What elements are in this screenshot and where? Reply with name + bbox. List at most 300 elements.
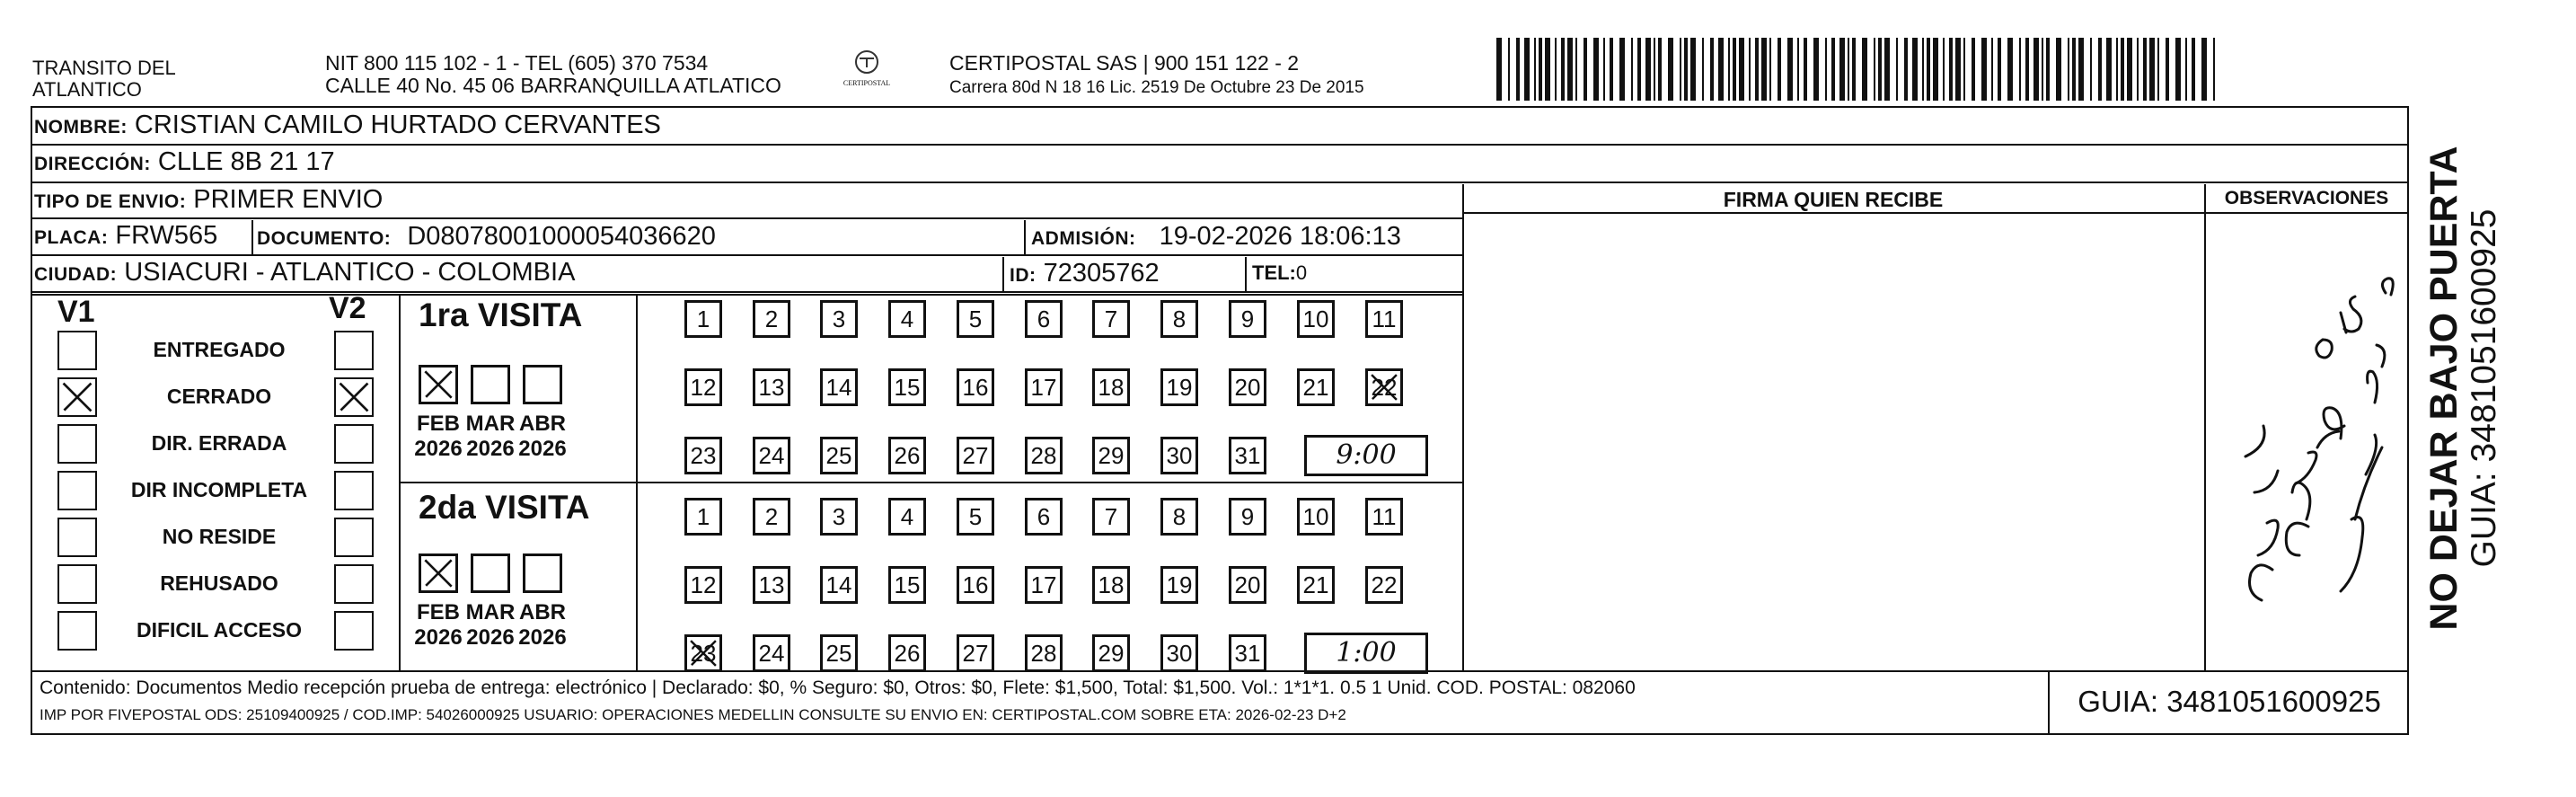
certipostal-logo-icon <box>832 47 902 99</box>
day-box[interactable] <box>1229 300 1266 338</box>
day-number: 16 <box>962 374 989 401</box>
v2-checkbox[interactable] <box>334 471 374 510</box>
documento-field <box>257 222 716 252</box>
day-box[interactable] <box>1229 634 1266 672</box>
month-year: 2026 <box>518 437 567 461</box>
day-number: 14 <box>825 374 852 401</box>
month-checkbox[interactable] <box>471 553 510 593</box>
day-box[interactable] <box>1092 437 1130 474</box>
admision-value: 19-02-2026 18:06:13 <box>1159 222 1401 251</box>
side-notice <box>2423 137 2504 640</box>
barcode-bar <box>2213 38 2215 101</box>
status-label: DIR. ERRADA <box>151 431 287 455</box>
day-number: 29 <box>1098 640 1125 667</box>
day-box[interactable] <box>1160 566 1198 604</box>
day-box[interactable] <box>1297 300 1335 338</box>
day-number: 26 <box>894 442 921 469</box>
day-box[interactable] <box>888 437 926 474</box>
time-note: 9:00 <box>1336 439 1397 471</box>
barcode-bar <box>2025 38 2029 101</box>
day-number: 3 <box>832 306 846 332</box>
barcode-bar <box>1555 38 1557 101</box>
barcode-bar <box>2137 38 2139 101</box>
barcode-bar <box>2090 38 2092 101</box>
month-checkbox[interactable] <box>419 365 458 404</box>
day-number: 7 <box>1104 503 1118 530</box>
v2-checkbox[interactable] <box>334 424 374 464</box>
day-number: 26 <box>894 640 921 667</box>
day-box[interactable] <box>684 368 722 406</box>
id-field <box>1010 259 1160 288</box>
footer-contenido: Contenido: Documentos Medio recepción prueba de entrega: electrónico | Declarado: $0, % Seguro: $0, Otros: $0, Flete: $1,500, Total: $1,500. Vol.: 1*1*1. 0.5 1 Unid. COD. POSTAL: 082060 <box>40 677 1636 698</box>
v1-checkbox[interactable] <box>57 331 97 370</box>
tel-field <box>1252 261 1307 285</box>
day-number: 18 <box>1098 374 1125 401</box>
day-number: 22 <box>1371 374 1398 401</box>
day-box[interactable] <box>1160 437 1198 474</box>
month-checkbox[interactable] <box>523 365 562 404</box>
divider-visits <box>399 482 1462 483</box>
barcode-bar <box>1998 38 2001 101</box>
barcode-bar <box>1749 38 1751 101</box>
status-label: ENTREGADO <box>153 338 286 361</box>
day-box[interactable] <box>888 368 926 406</box>
barcode-bar <box>1680 38 1681 101</box>
day-box[interactable] <box>888 300 926 338</box>
admision-field <box>1031 222 1401 252</box>
barcode-bar <box>1584 38 1587 101</box>
day-number: 6 <box>1037 306 1051 332</box>
day-box[interactable] <box>753 566 790 604</box>
nit-line: NIT 800 115 102 - 1 - TEL (605) 370 7534 <box>325 51 709 75</box>
barcode <box>1496 38 2220 101</box>
day-box[interactable] <box>1229 437 1266 474</box>
visit1-title: 1ra VISITA <box>419 297 583 333</box>
day-number: 4 <box>900 306 914 332</box>
month-year: 2026 <box>518 625 567 650</box>
observaciones-handwriting <box>2206 214 2407 669</box>
day-box[interactable] <box>1297 498 1335 536</box>
day-box[interactable] <box>1025 498 1063 536</box>
barcode-bar <box>1508 38 1510 101</box>
org-name <box>32 58 176 101</box>
day-box[interactable] <box>1365 566 1403 604</box>
day-number: 31 <box>1234 442 1261 469</box>
day-box[interactable] <box>888 634 926 672</box>
day-number: 2 <box>764 503 779 530</box>
day-box[interactable] <box>957 300 994 338</box>
month-checkbox[interactable] <box>471 365 510 404</box>
x-mark-icon <box>1368 371 1400 403</box>
barcode-bar <box>2068 38 2069 101</box>
day-number: 23 <box>690 442 717 469</box>
v1-checkbox[interactable] <box>57 518 97 557</box>
status-label: DIR INCOMPLETA <box>130 478 308 501</box>
day-number: 21 <box>1302 374 1329 401</box>
barcode-bar <box>1516 38 1520 101</box>
barcode-bar <box>1862 38 1867 101</box>
barcode-bar <box>1575 38 1577 101</box>
barcode-bar <box>1690 38 1696 101</box>
barcode-bar <box>1878 38 1882 101</box>
month-label: MAR <box>465 600 516 624</box>
barcode-bar <box>1797 38 1799 101</box>
barcode-bar <box>1922 38 1924 101</box>
barcode-bar <box>2007 38 2013 101</box>
barcode-bar <box>1733 38 1736 101</box>
address-line: CALLE 40 No. 45 06 BARRANQUILLA ATLATICO <box>325 74 781 97</box>
barcode-bar <box>1658 38 1662 101</box>
ciudad-value: USIACURI - ATLANTICO - COLOMBIA <box>124 258 576 287</box>
day-box[interactable] <box>820 498 858 536</box>
barcode-bar <box>2106 38 2112 101</box>
v2-checkbox[interactable] <box>334 331 374 370</box>
barcode-bar <box>1739 38 1744 101</box>
barcode-bar <box>1778 38 1781 101</box>
day-box[interactable] <box>957 368 994 406</box>
v1-checkbox[interactable] <box>57 564 97 604</box>
direccion-label: DIRECCIÓN: <box>34 154 151 174</box>
barcode-bar <box>1904 38 1908 101</box>
day-box[interactable] <box>1092 498 1130 536</box>
day-number: 12 <box>690 571 717 598</box>
day-number: 9 <box>1240 306 1255 332</box>
day-box[interactable] <box>1160 634 1198 672</box>
day-box[interactable] <box>888 498 926 536</box>
day-number: 1 <box>696 306 710 332</box>
tipo-row <box>31 184 1462 219</box>
barcode-bar <box>2166 38 2169 101</box>
day-box[interactable] <box>1297 368 1335 406</box>
barcode-bar <box>2175 38 2181 101</box>
barcode-bar <box>1593 38 1599 101</box>
day-number: 16 <box>962 571 989 598</box>
day-box[interactable] <box>1365 368 1403 406</box>
month-label: FEB <box>417 412 460 436</box>
day-box[interactable] <box>1092 634 1130 672</box>
v1-checkbox[interactable] <box>57 611 97 651</box>
day-number: 13 <box>758 374 785 401</box>
day-number: 8 <box>1172 306 1187 332</box>
day-box[interactable] <box>1025 634 1063 672</box>
day-box[interactable] <box>1025 566 1063 604</box>
barcode-bar <box>1603 38 1605 101</box>
barcode-bar <box>1787 38 1793 101</box>
divider-admision <box>1024 220 1026 256</box>
barcode-bar <box>1645 38 1651 101</box>
license-line: Carrera 80d N 18 16 Lic. 2519 De Octubre 23 De 2015 <box>949 78 1364 97</box>
day-number: 10 <box>1302 306 1329 332</box>
barcode-bar <box>1927 38 1930 101</box>
month-year: 2026 <box>414 437 463 461</box>
day-number: 27 <box>962 442 989 469</box>
v1-checkbox[interactable] <box>57 424 97 464</box>
tipo-label: TIPO DE ENVIO: <box>34 191 187 212</box>
day-number: 6 <box>1037 503 1051 530</box>
status-label: NO RESIDE <box>162 525 277 548</box>
day-number: 9 <box>1240 503 1255 530</box>
month-checkbox[interactable] <box>523 553 562 593</box>
v2-checkbox[interactable] <box>334 518 374 557</box>
barcode-bar <box>1619 38 1625 101</box>
barcode-bar <box>2042 38 2043 101</box>
day-box[interactable] <box>1365 300 1403 338</box>
barcode-bar <box>2056 38 2061 101</box>
day-box[interactable] <box>684 566 722 604</box>
barcode-bar <box>1702 38 1704 101</box>
barcode-bar <box>1963 38 1965 101</box>
nombre-value: CRISTIAN CAMILO HURTADO CERVANTES <box>134 111 661 139</box>
day-number: 29 <box>1098 442 1125 469</box>
day-number: 21 <box>1302 571 1329 598</box>
barcode-bar <box>2019 38 2021 101</box>
day-box[interactable] <box>1297 566 1335 604</box>
barcode-bar <box>1981 38 1987 101</box>
barcode-bar <box>2072 38 2076 101</box>
day-number: 2 <box>764 306 779 332</box>
day-box[interactable] <box>753 498 790 536</box>
barcode-bar <box>1668 38 1673 101</box>
placa-label: PLACA: <box>34 227 109 248</box>
barcode-bar <box>1831 38 1835 101</box>
day-box[interactable] <box>753 437 790 474</box>
barcode-bar <box>2185 38 2187 101</box>
footer-imp: IMP POR FIVEPOSTAL ODS: 25109400925 / COD.IMP: 54026000925 USUARIO: OPERACIONES MEDELLIN CONSULTE SU ENVIO EN: CERTIPOSTAL.COM SOBRE ETA: 2026-02-23 D+2 <box>40 706 1346 723</box>
day-box[interactable] <box>1160 368 1198 406</box>
documento-label: DOCUMENTO: <box>257 228 392 249</box>
barcode-bar <box>1848 38 1849 101</box>
day-number: 30 <box>1166 442 1193 469</box>
barcode-bar <box>2098 38 2102 101</box>
day-number: 27 <box>962 640 989 667</box>
nombre-row <box>31 110 2409 146</box>
divider-tel <box>1245 257 1247 293</box>
visit2-title: 2da VISITA <box>419 489 590 526</box>
barcode-bar <box>2033 38 2039 101</box>
day-box[interactable] <box>1229 368 1266 406</box>
day-box[interactable] <box>1092 566 1130 604</box>
day-number: 17 <box>1030 374 1057 401</box>
month-year: 2026 <box>466 625 515 650</box>
day-box[interactable] <box>1025 300 1063 338</box>
day-number: 5 <box>968 306 983 332</box>
month-label: ABR <box>519 600 566 624</box>
barcode-bar <box>1496 38 1502 101</box>
day-box[interactable] <box>753 634 790 672</box>
day-number: 22 <box>1371 571 1398 598</box>
day-box[interactable] <box>753 368 790 406</box>
company-line: CERTIPOSTAL SAS | 900 151 122 - 2 <box>949 51 1300 75</box>
status-label: CERRADO <box>166 385 272 408</box>
ciudad-label: CIUDAD: <box>34 264 118 285</box>
admision-label: ADMISIÓN: <box>1031 228 1136 249</box>
day-box[interactable] <box>957 498 994 536</box>
barcode-bar <box>1813 38 1819 101</box>
barcode-bar <box>2157 38 2159 101</box>
day-box[interactable] <box>820 368 858 406</box>
side-guia: GUIA: 3481051600925 <box>2465 208 2503 568</box>
month-checkbox[interactable] <box>419 553 458 593</box>
panel-bottom-line <box>31 670 2409 672</box>
day-box[interactable] <box>820 566 858 604</box>
direccion-value: CLLE 8B 21 17 <box>157 147 335 176</box>
barcode-bar <box>1728 38 1730 101</box>
barcode-bar <box>2143 38 2147 101</box>
day-box[interactable] <box>1160 498 1198 536</box>
v1-checkbox[interactable] <box>57 471 97 510</box>
divider-placa <box>251 220 253 256</box>
placa-value: FRW565 <box>115 221 218 250</box>
barcode-bar <box>1874 38 1875 101</box>
day-box[interactable] <box>1365 498 1403 536</box>
day-number: 14 <box>825 571 852 598</box>
v2-checkbox[interactable] <box>334 564 374 604</box>
org-name-line-1: TRANSITO DEL <box>32 57 176 79</box>
barcode-bar <box>1539 38 1542 101</box>
barcode-bar <box>1755 38 1759 101</box>
v1-checkbox[interactable] <box>57 377 97 417</box>
month-label: ABR <box>519 412 566 436</box>
day-box[interactable] <box>684 498 722 536</box>
barcode-bar <box>1949 38 1953 101</box>
day-number: 10 <box>1302 503 1329 530</box>
barcode-bar <box>2116 38 2118 101</box>
day-box[interactable] <box>820 300 858 338</box>
barcode-bar <box>1955 38 1961 101</box>
day-number: 5 <box>968 503 983 530</box>
barcode-bar <box>1972 38 1975 101</box>
barcode-bar <box>1637 38 1641 101</box>
day-box[interactable] <box>1025 437 1063 474</box>
barcode-bar <box>1524 38 1530 101</box>
day-box[interactable] <box>957 634 994 672</box>
day-number: 19 <box>1166 374 1193 401</box>
day-box[interactable] <box>684 634 722 672</box>
barcode-bar <box>2201 38 2207 101</box>
day-box[interactable] <box>1229 566 1266 604</box>
certipostal-logo <box>832 47 902 99</box>
day-number: 13 <box>758 571 785 598</box>
day-number: 11 <box>1372 306 1397 332</box>
side-no-dejar: NO DEJAR BAJO PUERTA <box>2422 146 2466 631</box>
barcode-bar <box>1654 38 1655 101</box>
footer-guia: GUIA: 3481051600925 <box>2078 685 2381 718</box>
day-box[interactable] <box>820 634 858 672</box>
tipo-value: PRIMER ENVIO <box>193 185 384 214</box>
x-mark-icon <box>59 379 95 415</box>
barcode-bar <box>2046 38 2050 101</box>
day-number: 15 <box>894 374 921 401</box>
day-box[interactable] <box>1092 300 1130 338</box>
day-number: 11 <box>1372 503 1397 530</box>
x-mark-icon <box>336 379 372 415</box>
day-box[interactable] <box>820 437 858 474</box>
barcode-bar <box>1545 38 1550 101</box>
documento-value: D08078001000054036620 <box>407 222 716 251</box>
v1-label: V1 <box>57 295 95 329</box>
time-note: 1:00 <box>1336 637 1397 669</box>
barcode-bar <box>1610 38 1613 101</box>
barcode-bar <box>1631 38 1633 101</box>
day-number: 25 <box>825 442 852 469</box>
day-box[interactable] <box>1229 498 1266 536</box>
day-box[interactable] <box>1160 300 1198 338</box>
day-number: 15 <box>894 571 921 598</box>
v2-label: V2 <box>329 291 366 325</box>
day-number: 4 <box>900 503 914 530</box>
day-number: 24 <box>758 640 785 667</box>
month-label: MAR <box>465 412 516 436</box>
x-mark-icon <box>421 368 455 402</box>
day-number: 30 <box>1166 640 1193 667</box>
day-number: 19 <box>1166 571 1193 598</box>
month-year: 2026 <box>414 625 463 650</box>
day-box[interactable] <box>684 437 722 474</box>
day-number: 20 <box>1234 571 1261 598</box>
day-number: 17 <box>1030 571 1057 598</box>
month-year: 2026 <box>466 437 515 461</box>
barcode-bar <box>2121 38 2124 101</box>
barcode-bar <box>1804 38 1807 101</box>
day-number: 28 <box>1030 640 1057 667</box>
day-number: 31 <box>1234 640 1261 667</box>
time-note-box[interactable] <box>1304 633 1428 674</box>
day-number: 28 <box>1030 442 1057 469</box>
ciudad-row <box>31 257 1462 293</box>
status-label: REHUSADO <box>160 571 278 595</box>
day-number: 3 <box>832 503 846 530</box>
barcode-bar <box>1839 38 1845 101</box>
day-box[interactable] <box>888 566 926 604</box>
tel-label: TEL: <box>1252 261 1296 284</box>
barcode-bar <box>1991 38 1993 101</box>
time-note-box[interactable] <box>1304 435 1428 476</box>
barcode-bar <box>2149 38 2155 101</box>
barcode-bar <box>1769 38 1771 101</box>
x-mark-icon <box>421 556 455 590</box>
day-number: 20 <box>1234 374 1261 401</box>
day-box[interactable] <box>684 300 722 338</box>
barcode-bar <box>1567 38 1573 101</box>
barcode-bar <box>2192 38 2195 101</box>
firma-area[interactable] <box>1464 214 2202 669</box>
barcode-bar <box>1718 38 1724 101</box>
id-label: ID: <box>1010 265 1037 286</box>
day-box[interactable] <box>1092 368 1130 406</box>
v2-checkbox[interactable] <box>334 377 374 417</box>
logo-text: CERTIPOSTAL <box>842 79 891 87</box>
day-number: 12 <box>690 374 717 401</box>
barcode-bar <box>1534 38 1536 101</box>
status-label: DIFICIL ACCESO <box>136 618 302 642</box>
day-number: 23 <box>690 640 717 667</box>
day-box[interactable] <box>957 566 994 604</box>
firma-header: FIRMA QUIEN RECIBE <box>1723 188 1944 211</box>
barcode-bar <box>1912 38 1918 101</box>
day-box[interactable] <box>1025 368 1063 406</box>
v2-checkbox[interactable] <box>334 611 374 651</box>
barcode-bar <box>1943 38 1945 101</box>
panel-top-line <box>31 294 1462 296</box>
day-number: 18 <box>1098 571 1125 598</box>
divider-id <box>1002 257 1004 293</box>
tel-value: 0 <box>1295 261 1308 284</box>
day-number: 24 <box>758 442 785 469</box>
day-box[interactable] <box>753 300 790 338</box>
barcode-bar <box>1710 38 1714 101</box>
day-box[interactable] <box>957 437 994 474</box>
direccion-row <box>31 146 2409 183</box>
